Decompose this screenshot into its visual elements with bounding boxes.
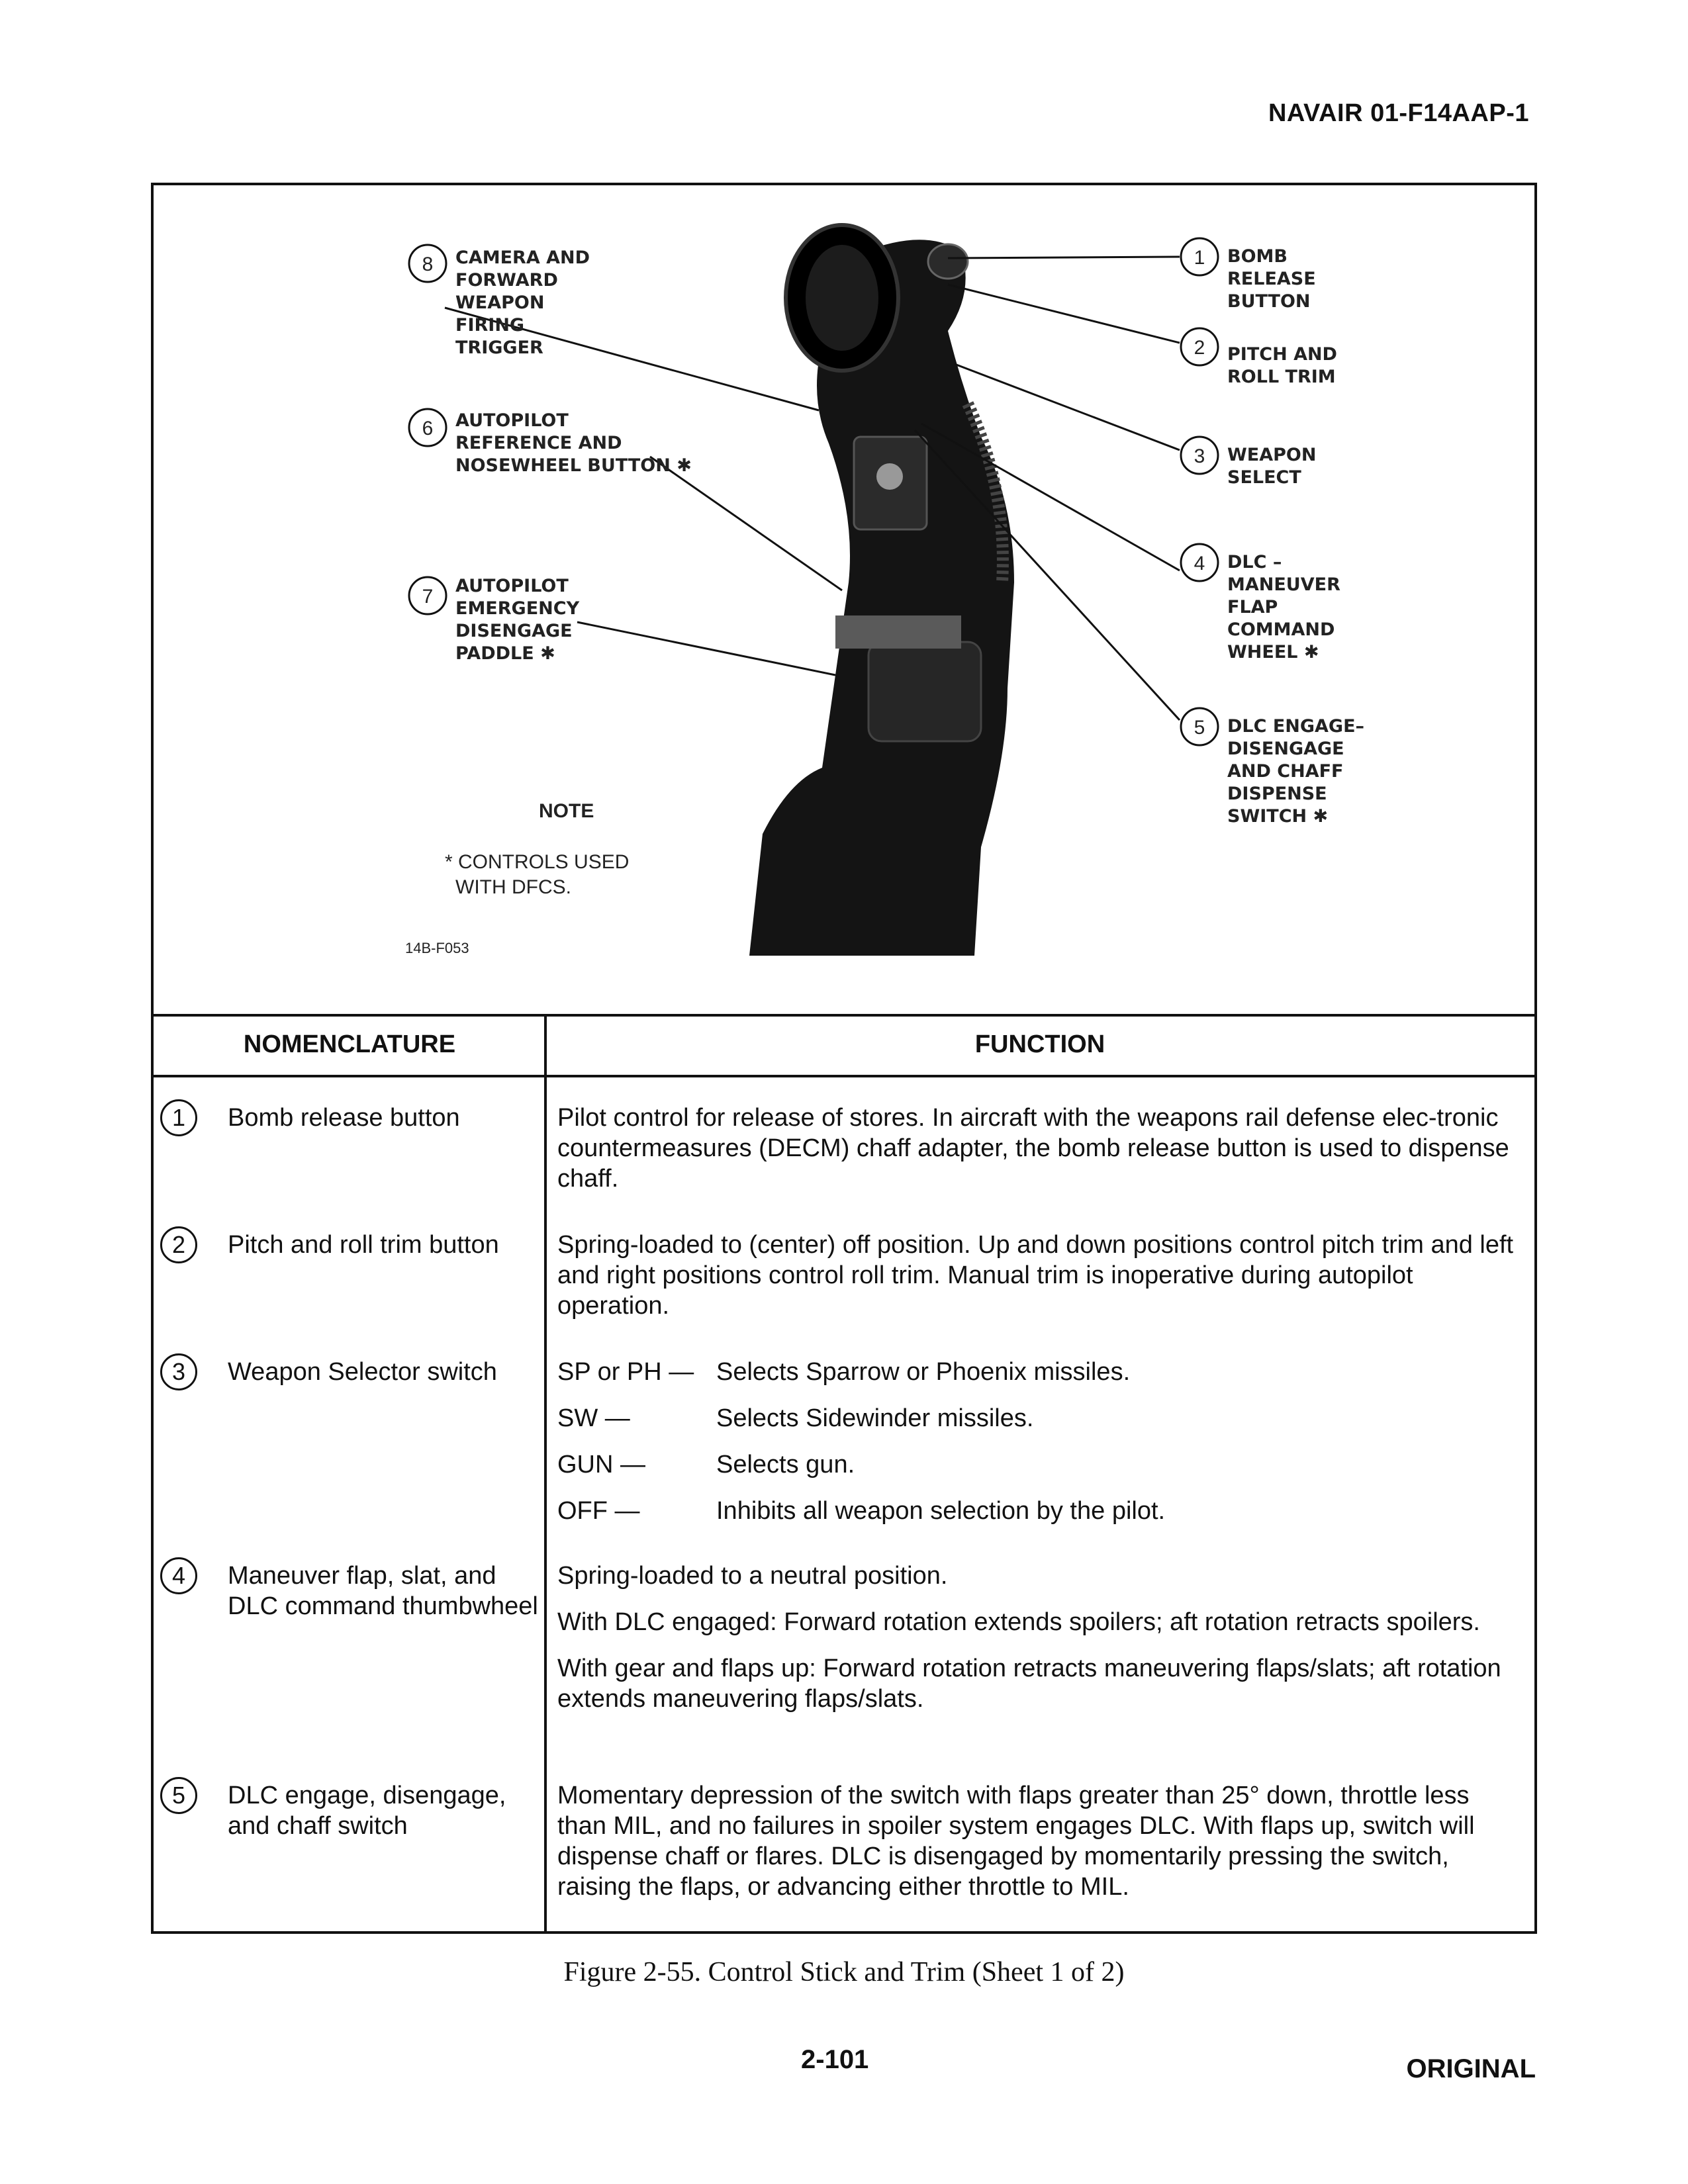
svg-text:2: 2 (1194, 337, 1205, 359)
svg-text:8: 8 (422, 253, 434, 275)
svg-text:WITH DFCS.: WITH DFCS. (455, 876, 571, 898)
row-number-badge: 4 (160, 1557, 197, 1594)
figure-frame (151, 183, 1537, 1934)
callout-3 (1181, 437, 1316, 488)
svg-text:MANEUVER: MANEUVER (1227, 574, 1340, 595)
svg-text:EMERGENCY: EMERGENCY (455, 598, 580, 619)
callout-1 (1181, 238, 1316, 312)
page-number: 2-101 (801, 2045, 869, 2074)
svg-text:COMMAND: COMMAND (1227, 619, 1335, 640)
svg-text:FORWARD: FORWARD (455, 270, 558, 291)
control-stick-diagram (154, 185, 1534, 1014)
row-number-badge: 2 (160, 1226, 197, 1263)
row-function: Spring-loaded to a neutral position. With DLC engaged: Forward rotation extends spoilers; aft rotation retracts spoilers. With gear and flaps up: Forward rotation retracts maneuvering flaps/slats; aft rotation extends maneuvering flaps/slats. (557, 1562, 1501, 1713)
svg-text:DISENGAGE: DISENGAGE (455, 621, 573, 641)
row-nomenclature: Maneuver flap, slat, and DLC command thumbwheel (228, 1562, 538, 1620)
row-function (557, 1357, 1524, 1542)
svg-text:WEAPON: WEAPON (1227, 445, 1317, 465)
svg-text:7: 7 (422, 586, 434, 608)
control-stick-image (749, 225, 1014, 956)
weapon-mode-sw: SW — Selects Sidewinder missiles. (557, 1404, 1034, 1432)
svg-text:5: 5 (1194, 717, 1205, 739)
svg-text:REFERENCE AND: REFERENCE AND (455, 433, 622, 453)
figure-caption: Figure 2-55. Control Stick and Trim (Sheet 1 of 2) (563, 1957, 1125, 1987)
figure-note (405, 800, 629, 956)
header-nomenclature: NOMENCLATURE (243, 1030, 456, 1058)
weapon-mode-sp-ph: SP or PH — Selects Sparrow or Phoenix missiles. (557, 1358, 1131, 1386)
svg-text:DLC ENGAGE–: DLC ENGAGE– (1227, 716, 1365, 737)
svg-text:FIRING: FIRING (455, 315, 525, 336)
svg-text:TRIGGER: TRIGGER (455, 338, 543, 358)
revision-status: ORIGINAL (1406, 2054, 1536, 2083)
callout-7 (409, 576, 580, 664)
svg-text:PITCH AND: PITCH AND (1227, 344, 1337, 365)
weapon-mode-gun: GUN — Selects gun. (557, 1451, 855, 1479)
svg-text:3: 3 (1194, 445, 1205, 467)
svg-text:NOSEWHEEL BUTTON ✱: NOSEWHEEL BUTTON ✱ (455, 455, 692, 476)
row-number-badge: 3 (160, 1353, 197, 1390)
figure-illustration (154, 185, 1534, 1017)
header-function: FUNCTION (974, 1030, 1105, 1058)
row-nomenclature: Pitch and roll trim button (228, 1231, 499, 1259)
svg-text:DISPENSE: DISPENSE (1227, 784, 1327, 804)
svg-text:BOMB: BOMB (1227, 246, 1288, 267)
svg-text:PADDLE ✱: PADDLE ✱ (455, 643, 555, 664)
svg-text:WHEEL ✱: WHEEL ✱ (1227, 642, 1319, 662)
svg-text:ROLL TRIM: ROLL TRIM (1227, 367, 1336, 387)
row-nomenclature: Weapon Selector switch (228, 1358, 497, 1386)
row-function: Pilot control for release of stores. In aircraft with the weapons rail defense elec-tronic countermeasures (DECM) chaff adapter, the bomb release button is used to dispense chaff. (557, 1104, 1509, 1193)
svg-text:SWITCH ✱: SWITCH ✱ (1227, 806, 1329, 827)
svg-text:RELEASE: RELEASE (1227, 269, 1316, 289)
svg-text:4: 4 (1194, 553, 1205, 574)
svg-text:CAMERA AND: CAMERA AND (455, 248, 590, 268)
weapon-mode-off: OFF — Inhibits all weapon selection by the pilot. (557, 1497, 1166, 1525)
svg-text:WEAPON: WEAPON (455, 293, 545, 313)
svg-text:AUTOPILOT: AUTOPILOT (455, 576, 569, 596)
row-nomenclature: DLC engage, disengage, and chaff switch (228, 1782, 506, 1840)
callout-2 (1181, 328, 1337, 387)
callout-6 (409, 409, 692, 476)
svg-text:* CONTROLS USED: * CONTROLS USED (445, 851, 630, 873)
document-id: NAVAIR 01-F14AAP-1 (1268, 99, 1529, 127)
svg-text:6: 6 (422, 418, 434, 439)
svg-text:14B-F053: 14B-F053 (405, 940, 469, 956)
row-function: Momentary depression of the switch with flaps greater than 25° down, throttle less than MIL, and no failures in spoiler system engages DLC. With flaps up, switch will dispense chaff or flares. DLC is disengaged by momentarily pressing the switch, raising the flaps, or advancing either throttle to MIL. (557, 1782, 1475, 1901)
callout-4 (1181, 544, 1340, 662)
callout-5 (1181, 708, 1364, 827)
row-nomenclature: Bomb release button (228, 1104, 460, 1132)
svg-text:NOTE: NOTE (539, 800, 594, 822)
svg-text:AND CHAFF: AND CHAFF (1227, 761, 1344, 782)
nomenclature-table (154, 1014, 1534, 1077)
svg-text:1: 1 (1194, 247, 1205, 269)
svg-text:DLC –: DLC – (1227, 552, 1282, 572)
row-function: Spring-loaded to (center) off position. Up and down positions control pitch trim and left and right positions control roll trim. Manual trim is inoperative during autopilot operation. (557, 1231, 1514, 1320)
table-header (154, 1014, 1534, 1077)
svg-text:FLAP: FLAP (1227, 597, 1278, 617)
svg-text:BUTTON: BUTTON (1227, 291, 1311, 312)
svg-text:AUTOPILOT: AUTOPILOT (455, 410, 569, 431)
column-divider (544, 1014, 547, 1934)
row-number-badge: 5 (160, 1777, 197, 1814)
row-number-badge: 1 (160, 1099, 197, 1136)
svg-text:DISENGAGE: DISENGAGE (1227, 739, 1344, 759)
svg-text:SELECT: SELECT (1227, 467, 1301, 488)
